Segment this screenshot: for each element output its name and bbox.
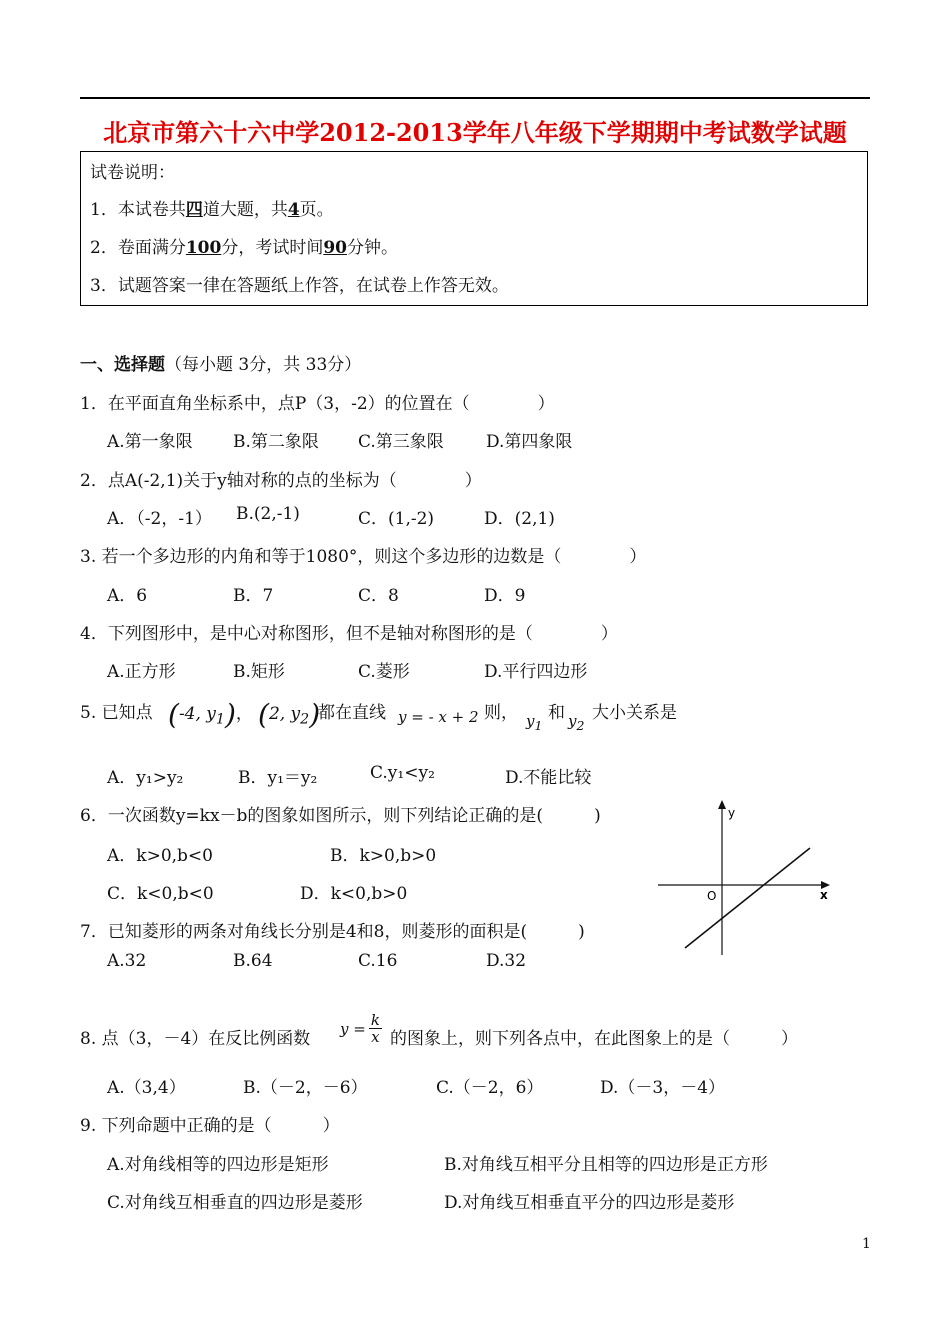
q5-point-1: (-4, $y_1$)， (168, 698, 253, 731)
question-5-stem: 5. 已知点 (80, 703, 153, 723)
q6-option-a: A．k>0,b<0 (107, 846, 213, 866)
q3-option-a: A．6 (107, 586, 148, 606)
q2-option-c: C．(1,-2) (358, 509, 435, 529)
q1-option-d: D.第四象限 (486, 432, 573, 452)
q7-option-a: A.32 (107, 951, 147, 971)
q5-tail-text: 大小关系是 (592, 703, 677, 723)
question-8-stem-post: 的图象上，则下列各点中，在此图象上的是（ ） (390, 1029, 798, 1049)
q3-option-d: D．9 (484, 586, 526, 606)
q3-option-b: B．7 (233, 586, 274, 606)
q5-mid-text: 都在直线 (318, 703, 386, 723)
exam-title: 北京市第六十六中学2012-2013学年八年级下学期期中考试数学试题 (103, 118, 847, 147)
question-8-stem-pre: 8. 点（3，－4）在反比例函数 (80, 1029, 311, 1049)
q5-option-c: C.y₁<y₂ (370, 763, 435, 783)
q5-option-b: B．y₁＝y₂ (238, 768, 318, 788)
q6-option-c: C．k<0,b<0 (107, 884, 214, 904)
q2-option-b: B.(2,-1) (236, 504, 300, 524)
q3-option-c: C．8 (358, 586, 399, 606)
q5-y1: $y_1$ (526, 712, 543, 733)
q7-option-c: C.16 (358, 951, 398, 971)
instruction-item-2: 2．卷面满分100分，考试时间90分钟。 (90, 238, 398, 258)
q5-y2: $y_2$ (568, 712, 585, 733)
q5-option-a: A．y₁>y₂ (107, 768, 184, 788)
x-axis-label: x (820, 888, 828, 902)
q8-option-c: C.（－2，6） (436, 1078, 544, 1098)
top-rule (80, 97, 870, 99)
q8-option-b: B.（－2，－6） (243, 1078, 368, 1098)
q5-point-2: (2, $y_2$) (258, 698, 321, 731)
q4-option-b: B.矩形 (233, 662, 285, 682)
q9-option-a: A.对角线相等的四边形是矩形 (107, 1155, 329, 1175)
q8-option-d: D.（－3，－4） (600, 1078, 726, 1098)
q5-option-d: D.不能比较 (505, 768, 592, 788)
question-4-stem: 4．下列图形中，是中心对称图形，但不是轴对称图形的是（ ） (80, 624, 618, 644)
y-axis-label: y (728, 806, 736, 820)
q2-option-a: A．（-2，-1） (107, 509, 212, 529)
question-6-stem: 6．一次函数y=kx－b的图象如图所示，则下列结论正确的是( ) (80, 806, 601, 826)
q5-then-text: 则， (484, 703, 518, 723)
q7-option-d: D.32 (486, 951, 527, 971)
q5-and-text: 和 (548, 703, 565, 723)
origin-label: O (707, 889, 717, 903)
question-1-stem: 1．在平面直角坐标系中，点P（3，-2）的位置在（ ） (80, 394, 555, 414)
q5-line-equation: y = - x + 2 (398, 708, 479, 726)
q1-option-b: B.第二象限 (233, 432, 319, 452)
q9-option-b: B.对角线互相平分且相等的四边形是正方形 (444, 1155, 768, 1175)
page-number: 1 (862, 1236, 871, 1252)
q1-option-a: A.第一象限 (107, 432, 193, 452)
question-2-stem: 2．点A(-2,1)关于y轴对称的点的坐标为（ ） (80, 471, 482, 491)
q4-option-d: D.平行四边形 (484, 662, 588, 682)
function-line (685, 848, 810, 948)
linear-function-graph (650, 795, 840, 960)
question-9-stem: 9. 下列命题中正确的是（ ） (80, 1116, 340, 1136)
q8-option-a: A.（3,4） (107, 1078, 186, 1098)
instructions-heading: 试卷说明： (90, 163, 175, 183)
q1-option-c: C.第三象限 (358, 432, 444, 452)
q2-option-d: D．(2,1) (484, 509, 555, 529)
question-3-stem: 3. 若一个多边形的内角和等于1080°，则这个多边形的边数是（ ） (80, 547, 647, 567)
q6-option-b: B．k>0,b>0 (330, 846, 437, 866)
instruction-item-3: 3．试题答案一律在答题纸上作答，在试卷上作答无效。 (90, 276, 509, 296)
y-axis-arrow (718, 800, 726, 809)
q8-function-fraction: y = $\frac{k}{x}$ (340, 1011, 380, 1046)
question-7-stem: 7．已知菱形的两条对角线长分别是4和8，则菱形的面积是( ) (80, 922, 585, 942)
q6-option-d: D．k<0,b>0 (300, 884, 408, 904)
section-heading: 一、选择题（每小题 3分，共 33分） (80, 355, 362, 375)
q7-option-b: B.64 (233, 951, 273, 971)
q9-option-c: C.对角线互相垂直的四边形是菱形 (107, 1193, 363, 1213)
instruction-item-1: 1．本试卷共四道大题，共4页。 (90, 200, 334, 220)
q4-option-c: C.菱形 (358, 662, 410, 682)
q9-option-d: D.对角线互相垂直平分的四边形是菱形 (444, 1193, 735, 1213)
q4-option-a: A.正方形 (107, 662, 176, 682)
